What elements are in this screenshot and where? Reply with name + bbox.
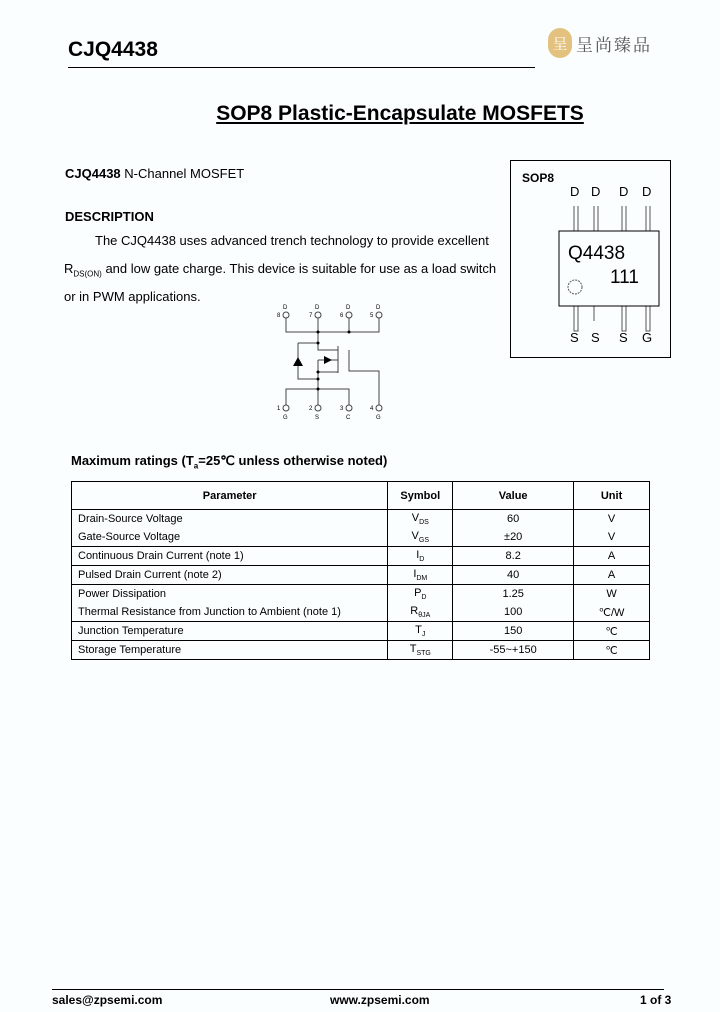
maximum-ratings-table — [71, 481, 650, 660]
header-part-number: CJQ4438 — [68, 38, 158, 61]
description-line-1: The CJQ4438 uses advanced trench technology to provide excellent — [95, 233, 489, 248]
product-part: CJQ4438 — [65, 166, 121, 181]
symbol-main: P — [414, 586, 422, 599]
pin-label-d: D — [283, 305, 288, 311]
ratings-heading-text: Maximum ratings (T — [71, 453, 194, 468]
symbol-sub: D — [419, 556, 425, 564]
cell-symbol — [388, 566, 453, 585]
footer-email[interactable]: sales@zpsemi.com — [52, 993, 163, 1007]
product-type: N-Channel MOSFET — [120, 166, 245, 181]
pin-number: 2 — [309, 406, 313, 412]
pin-label-d: D — [315, 305, 320, 311]
cell-value: ±20 — [453, 528, 574, 547]
logo-mark: 呈 — [548, 28, 572, 58]
cell-unit: V — [574, 510, 650, 529]
cell-value: 8.2 — [453, 547, 574, 566]
cell-symbol — [388, 510, 453, 529]
cell-unit: ℃ — [574, 641, 650, 660]
cell-parameter: Gate-Source Voltage — [72, 528, 388, 547]
cell-value: 100 — [453, 603, 574, 622]
cell-unit: V — [574, 528, 650, 547]
pin-label: D — [591, 184, 601, 199]
col-unit: Unit — [574, 482, 650, 510]
pin-label-d: D — [346, 305, 351, 311]
table-row — [72, 547, 650, 566]
symbol-main: V — [411, 529, 419, 542]
symbol-sub: DS — [419, 519, 429, 527]
description-line-2-text: and low gate charge. This device is suitable for use as a load switch — [101, 261, 497, 276]
cell-value: 60 — [453, 510, 574, 529]
table-row — [72, 603, 650, 622]
rds-subscript: DS(ON) — [73, 269, 102, 279]
table-row — [72, 510, 650, 529]
ratings-heading-rest: =25℃ unless otherwise noted) — [198, 453, 388, 468]
cell-unit: A — [574, 566, 650, 585]
pin-label: S — [315, 415, 320, 421]
pin-label: S — [591, 330, 600, 345]
cell-value: 150 — [453, 622, 574, 641]
symbol-main: T — [415, 623, 422, 636]
cell-parameter: Power Dissipation — [72, 585, 388, 604]
document-title: SOP8 Plastic-Encapsulate MOSFETS — [216, 102, 584, 125]
cell-unit: A — [574, 547, 650, 566]
symbol-main: I — [416, 548, 420, 561]
rds-symbol: R — [64, 261, 74, 276]
ratings-heading — [71, 453, 387, 471]
col-parameter: Parameter — [72, 482, 388, 510]
col-value: Value — [453, 482, 574, 510]
symbol-sub: D — [421, 594, 427, 602]
cell-parameter: Thermal Resistance from Junction to Ambient (note 1) — [72, 603, 388, 622]
footer-page-number: 1 of 3 — [640, 993, 672, 1007]
footer-website[interactable]: www.zpsemi.com — [330, 993, 430, 1007]
package-diagram-box — [510, 160, 671, 358]
cell-parameter: Drain-Source Voltage — [72, 510, 388, 529]
symbol-main: R — [410, 604, 419, 617]
pin-label-d: D — [376, 305, 381, 311]
description-line-3: or in PWM applications. — [64, 289, 201, 304]
cell-value: -55~+150 — [453, 641, 574, 660]
pin-label: D — [570, 184, 580, 199]
pin-label: G — [376, 415, 381, 421]
table-header-row — [72, 482, 650, 510]
description-heading: DESCRIPTION — [65, 209, 154, 224]
pin-number: 6 — [340, 313, 344, 319]
pin-number: 1 — [277, 406, 281, 412]
cell-unit: W — [574, 585, 650, 604]
pin-label: D — [619, 184, 629, 199]
marking-part: Q4438 — [568, 243, 626, 264]
pin-label: C — [346, 415, 351, 421]
cell-symbol — [388, 547, 453, 566]
cell-value: 40 — [453, 566, 574, 585]
cell-unit: ℃/W — [574, 603, 650, 622]
symbol-sub: J — [421, 631, 426, 639]
channel-arrow-icon — [324, 356, 332, 364]
cell-parameter: Storage Temperature — [72, 641, 388, 660]
cell-unit: ℃ — [574, 622, 650, 641]
symbol-main: I — [413, 567, 417, 580]
pin-label: G — [283, 415, 288, 421]
symbol-sub: STG — [416, 650, 431, 658]
table-row — [72, 622, 650, 641]
symbol-sub: GS — [418, 537, 430, 545]
pin-number: 4 — [370, 406, 374, 412]
pin-number: 8 — [277, 313, 281, 319]
pin-number: 5 — [370, 313, 374, 319]
cell-parameter: Pulsed Drain Current (note 2) — [72, 566, 388, 585]
symbol-sub: DM — [416, 575, 428, 583]
cell-parameter: Junction Temperature — [72, 622, 388, 641]
cell-symbol — [388, 603, 453, 622]
col-symbol: Symbol — [388, 482, 453, 510]
symbol-main: V — [411, 511, 420, 524]
symbol-sub: θJA — [418, 612, 431, 620]
pin-label: G — [642, 330, 653, 345]
cell-symbol — [388, 528, 453, 547]
cell-symbol — [388, 641, 453, 660]
cell-parameter: Continuous Drain Current (note 1) — [72, 547, 388, 566]
pin-number: 7 — [309, 313, 313, 319]
cell-symbol — [388, 622, 453, 641]
table-row — [72, 641, 650, 660]
sop8-package-drawing — [511, 161, 670, 357]
marking-lot: 111 — [610, 267, 639, 288]
table-row — [72, 528, 650, 547]
symbol-main: T — [409, 642, 417, 655]
logo-text: 呈尚臻品 — [576, 35, 652, 55]
pin-label: S — [570, 330, 579, 345]
ratings-heading-sub: a — [193, 461, 199, 471]
body-diode-icon — [293, 357, 303, 366]
pin-number: 3 — [340, 406, 344, 412]
package-name: SOP8 — [522, 171, 555, 185]
cell-symbol — [388, 585, 453, 604]
footer-divider — [52, 989, 664, 990]
pin-label: D — [642, 184, 652, 199]
pin-label: S — [619, 330, 628, 345]
cell-value: 1.25 — [453, 585, 574, 604]
table-row — [72, 566, 650, 585]
table-row — [72, 585, 650, 604]
